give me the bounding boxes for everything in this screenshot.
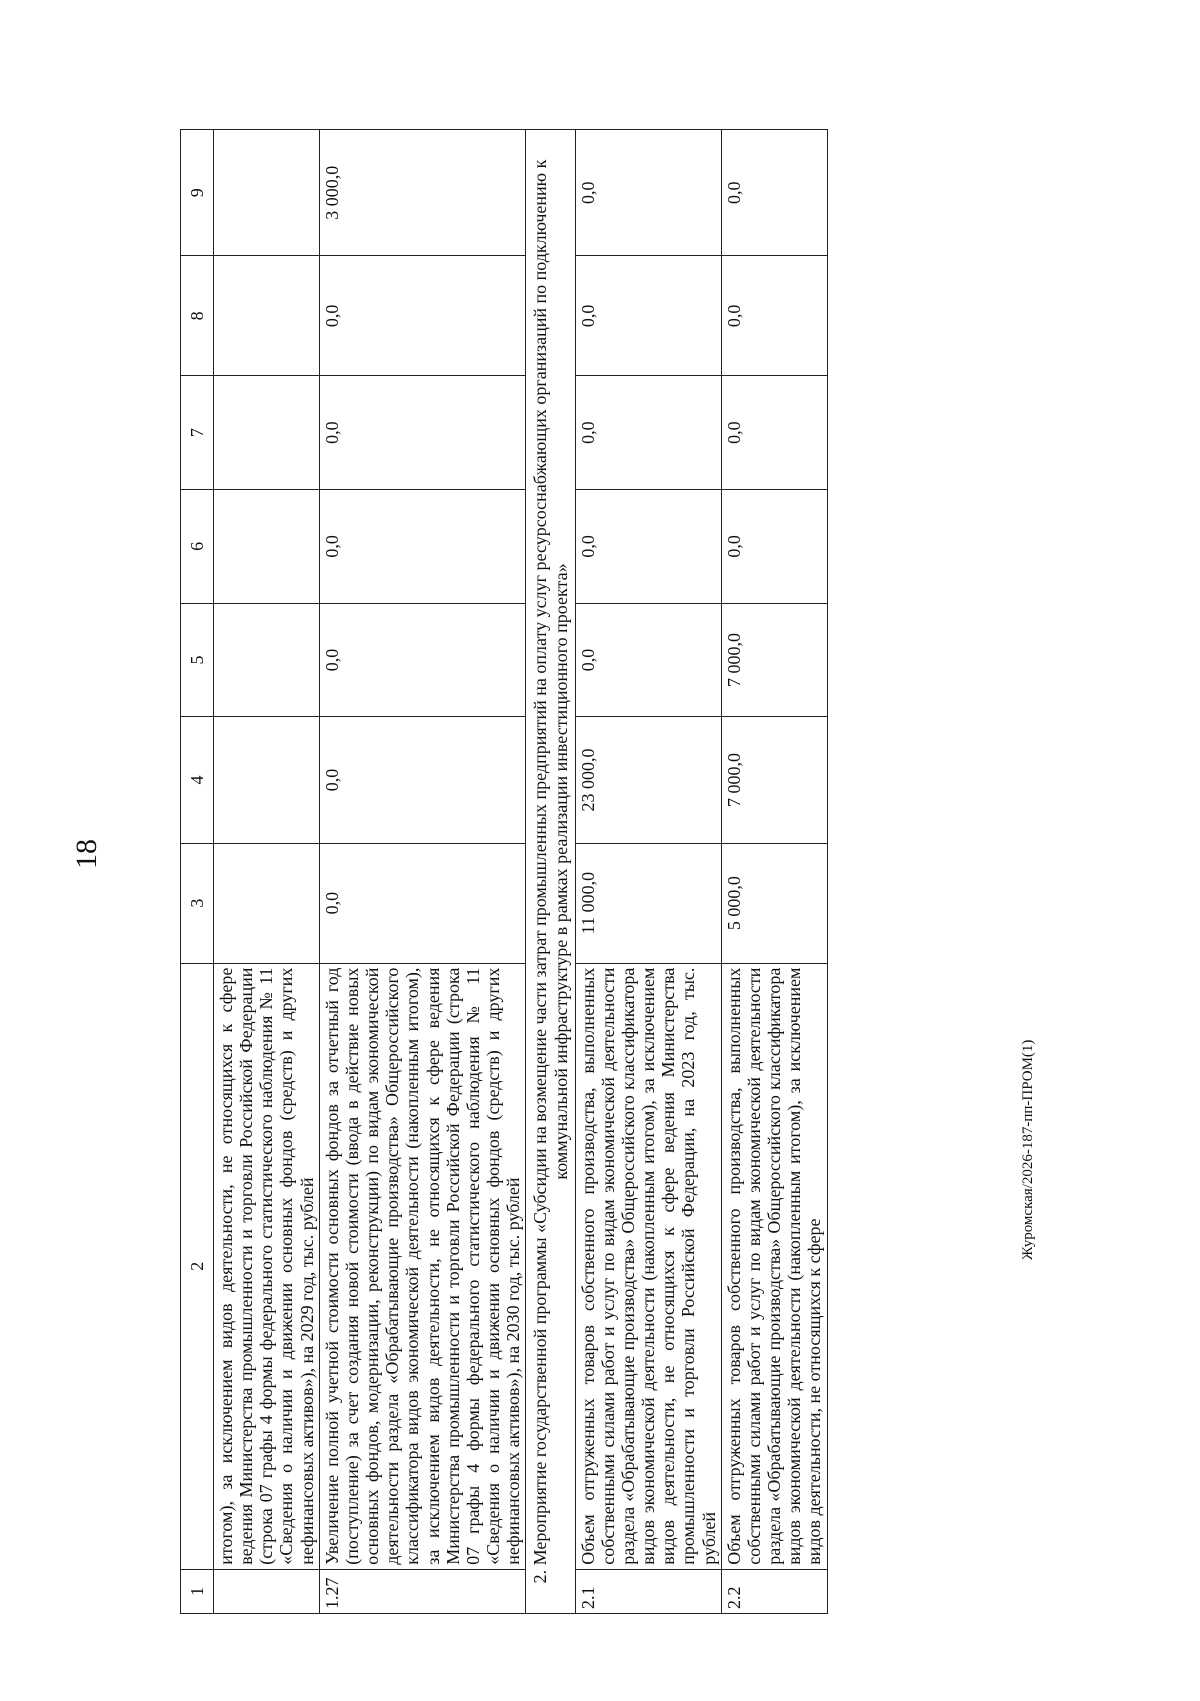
value-cell	[214, 376, 320, 490]
value-cell: 5 000,0	[721, 843, 827, 963]
document-id: Журомская/2026-187-пп-ПРОМ(1)	[1020, 1039, 1036, 1260]
value-cell: 0,0	[575, 490, 721, 604]
header-cell: 3	[181, 843, 214, 963]
value-cell: 3 000,0	[319, 130, 526, 256]
value-cell	[214, 130, 320, 256]
header-cell: 5	[181, 603, 214, 717]
header-cell: 7	[181, 376, 214, 490]
header-cell: 4	[181, 717, 214, 843]
value-cell: 0,0	[319, 256, 526, 376]
row-number: 1.27	[319, 1569, 526, 1613]
row-number	[214, 1569, 320, 1613]
table-row	[214, 130, 320, 1614]
row-number: 2.1	[575, 1569, 721, 1613]
value-cell: 0,0	[319, 717, 526, 843]
value-cell	[214, 843, 320, 963]
value-cell: 0,0	[575, 256, 721, 376]
value-cell: 0,0	[721, 490, 827, 604]
row-description: итогом), за исключением видов деятельности, не относящихся к сфере ведения Министерства промышленности и торговли Российской Федерации (строка 07 графы 4 формы федерального статистического наблюдения № 11 «Сведения о наличии и движении основных фондов (средств) и других нефинансовых активов»), на 2029 год, тыс. рублей	[214, 963, 320, 1569]
value-cell: 0,0	[721, 256, 827, 376]
value-cell: 23 000,0	[575, 717, 721, 843]
section-title: 2. Мероприятие государственной программы «Субсидии на возмещение части затрат промышленных предприятий на оплату услуг ресурсоснабжающих организаций по подключению к коммунальной инфраструктуре в рамках реализации инвестиционного проекта»	[526, 130, 575, 1614]
header-cell: 2	[181, 963, 214, 1569]
value-cell: 0,0	[721, 376, 827, 490]
header-cell: 1	[181, 1569, 214, 1613]
header-cell: 6	[181, 490, 214, 604]
value-cell: 0,0	[319, 490, 526, 604]
value-cell: 11 000,0	[575, 843, 721, 963]
table-row	[721, 130, 827, 1614]
table-row	[575, 130, 721, 1614]
section-row	[526, 130, 575, 1614]
header-cell: 8	[181, 256, 214, 376]
row-description: Увеличение полной учетной стоимости основных фондов за отчетный год (поступление) за счет создания новой стоимости (ввода в действие новых основных фондов, модернизации, реконструкции) по видам экономической деятельности раздела «Обрабатывающие производства» Общероссийского классификатора видов экономической деятельности (накопленным итогом), за исключением видов деятельности, не относящихся к сфере ведения Министерства промышленности и торговли Российской Федерации (строка 07 графы 4 формы федерального статистического наблюдения № 11 «Сведения о наличии и движении основных фондов (средств) и других нефинансовых активов»), на 2030 год, тыс. рублей	[319, 963, 526, 1569]
header-row	[181, 130, 214, 1614]
value-cell: 0,0	[575, 130, 721, 256]
indicators-table	[180, 129, 828, 1614]
value-cell: 0,0	[721, 130, 827, 256]
row-description: Объем отгруженных товаров собственного производства, выполненных собственными силами работ и услуг по видам экономической деятельности раздела «Обрабатывающие производства» Общероссийского классификатора видов экономической деятельности (накопленным итогом), за исключением видов деятельности, не относящихся к сфере	[721, 963, 827, 1569]
row-description: Объем отгруженных товаров собственного производства, выполненных собственными силами работ и услуг по видам экономической деятельности раздела «Обрабатывающие производства» Общероссийского классификатора видов экономической деятельности (накопленным итогом), за исключением видов деятельности, не относящихся к сфере ведения Министерства промышленности и торговли Российской Федерации, на 2023 год, тыс. рублей	[575, 963, 721, 1569]
value-cell: 0,0	[319, 603, 526, 717]
value-cell	[214, 490, 320, 604]
row-number: 2.2	[721, 1569, 827, 1613]
value-cell: 0,0	[575, 376, 721, 490]
table-row	[319, 130, 526, 1614]
page-number: 18	[70, 839, 103, 869]
value-cell: 0,0	[319, 843, 526, 963]
value-cell: 0,0	[319, 376, 526, 490]
value-cell: 7 000,0	[721, 603, 827, 717]
value-cell: 0,0	[575, 603, 721, 717]
rotated-table-container	[180, 129, 1080, 1614]
value-cell	[214, 717, 320, 843]
header-cell: 9	[181, 130, 214, 256]
value-cell	[214, 603, 320, 717]
value-cell: 7 000,0	[721, 717, 827, 843]
value-cell	[214, 256, 320, 376]
